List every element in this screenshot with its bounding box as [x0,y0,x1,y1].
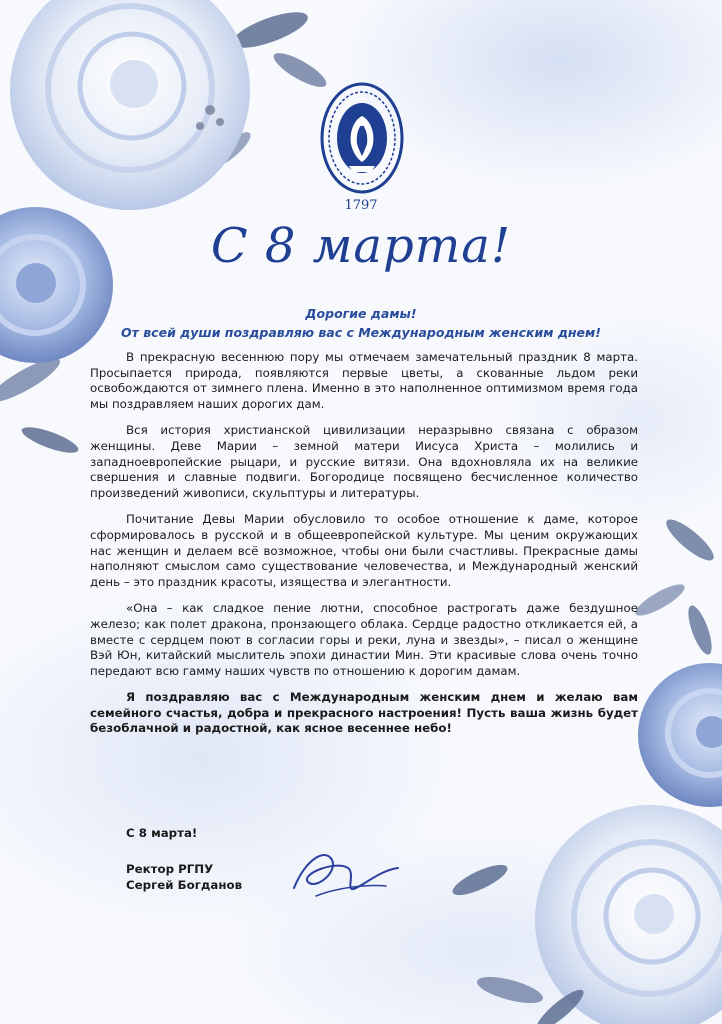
rose-right-blue [638,663,722,807]
signature-block [126,862,242,893]
greeting-line-1: Дорогие дамы! [305,306,417,321]
letter-body [90,350,638,748]
university-emblem-icon [319,82,405,194]
page-title: С 8 марта! [210,218,512,274]
rose-top-left-white [10,0,250,210]
paragraph-1: В прекрасную весеннюю пору мы отмечаем замечательный праздник 8 марта. Просыпается природа, появляются первые цветы, а скованные льдом реки освобождаются от зимнего плена. Именно в это наполненное оптимизмом время года мы поздравляем наших дорогих дам. [90,350,638,411]
signoff: С 8 марта! [126,826,198,840]
emblem-year: 1797 [344,198,378,213]
paragraph-4: «Она – как сладкое пение лютни, способное растрогать даже бездушное железо; как полет дракона, пронзающего облака. Сердце радостно откликается ей, а вместе с сердцем поют в согласии горы и реки, луна и звезды», – писал о женщине Вэй Юн, китайский мыслитель эпохи династии Мин. Эти красивые слова очень точно передают всю гамму наших чувств по отношению к дорогим дамам. [90,601,638,678]
paragraph-3: Почитание Девы Марии обусловило то особое отношение к даме, которое сформировалось в русской и в общеевропейской культуре. Мы ценим окружающих нас женщин и делаем всё возможное, чтобы они были счастливы. Прекрасные дамы наполняют смыслом само существование человечества, и Международный женский день – это праздник красоты, изящества и элегантности. [90,512,638,589]
leaf-cluster-right [632,514,719,657]
signature-name: Сергей Богданов [126,877,243,892]
handwritten-signature-icon [286,838,406,906]
signature-title: Ректор РГПУ [126,862,214,876]
greeting-line-2: От всей души поздравляю вас с Международным женским днем! [121,325,601,340]
closing-paragraph: Я поздравляю вас с Международным женским днем и желаю вам семейного счастья, добра и прекрасного настроения! Пусть ваша жизнь будет безоблачной и радостной, как ясное весеннее небо! [90,690,638,736]
paragraph-2: Вся история христианской цивилизации неразрывно связана с образом женщины. Деве Марии – земной матери Иисуса Христа – молились и западноевропейские рыцари, и русские витязи. Она вдохновляла их на великие свершения и славные подвиги. Богородице посвящено бесчисленное количество произведений живописи, скульптуры и литературы. [90,423,638,500]
